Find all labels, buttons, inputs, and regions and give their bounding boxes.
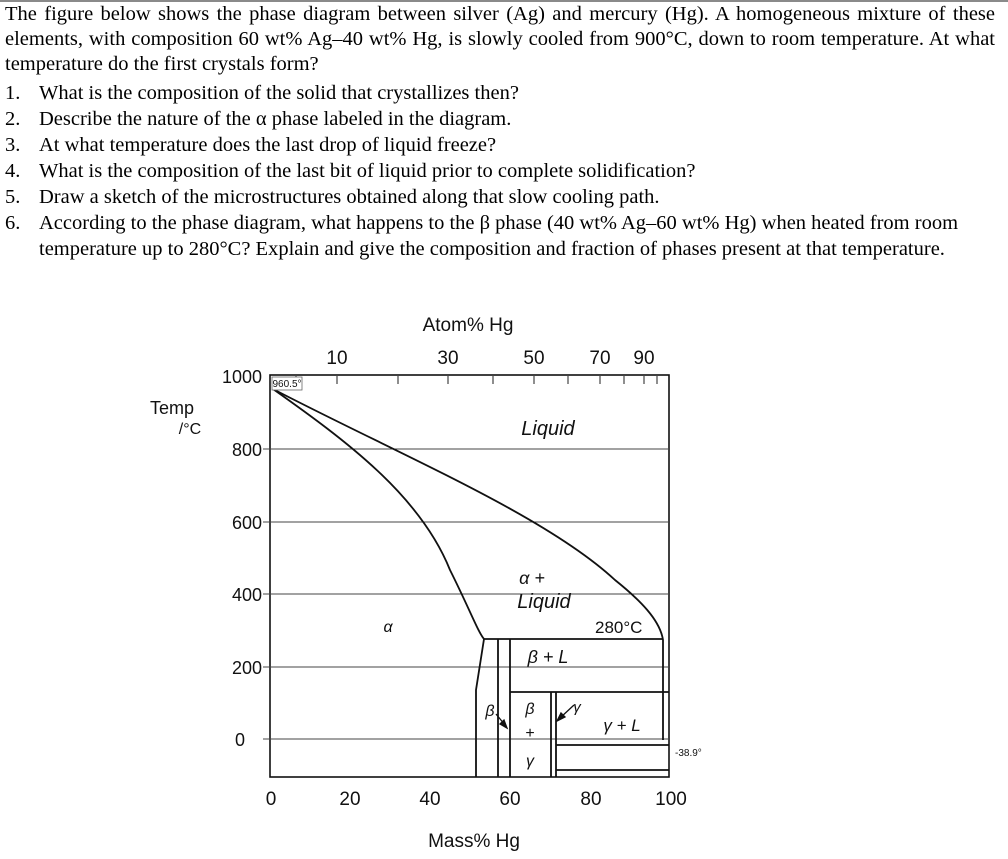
y-tick-label: 1000 — [221, 367, 262, 387]
beta-arrow-head — [500, 720, 507, 728]
handwritten-280-label: 280°C — [595, 618, 643, 637]
x-tick-label: 40 — [419, 789, 441, 810]
alpha-liquid-label-bottom: Liquid — [517, 591, 571, 613]
question-number: 6. — [5, 212, 21, 234]
x-axis-title: Mass% Hg — [428, 831, 520, 852]
y-axis-unit: /°C — [178, 421, 202, 438]
question-number: 5. — [5, 186, 21, 208]
phase-arrows — [496, 705, 574, 728]
y-tick-label: 600 — [231, 513, 262, 533]
top-tick-label: 10 — [326, 348, 348, 369]
beta-phase-label: β — [485, 703, 495, 720]
top-ticks — [296, 375, 657, 384]
y-tick-label: 400 — [231, 585, 262, 605]
x-tick-label: 20 — [339, 789, 361, 810]
x-tick-label: 80 — [580, 789, 602, 810]
y-axis-title: Temp — [149, 398, 195, 418]
question-text: At what temperature does the last drop of liquid freeze? — [39, 134, 497, 156]
question-number: 4. — [5, 160, 21, 182]
question-number: 2. — [5, 108, 21, 130]
alpha-region-label: α — [383, 619, 393, 636]
y-tick-label: 0 — [234, 730, 246, 750]
question-text: Describe the nature of the α phase labeled in the diagram. — [39, 108, 512, 130]
top-axis-title: Atom% Hg — [422, 315, 514, 336]
liquidus-curve — [273, 389, 663, 740]
gridlines — [263, 449, 669, 739]
top-tick-label: 90 — [633, 348, 655, 369]
y-tick-label: 800 — [231, 440, 262, 460]
top-tick-label: 70 — [589, 348, 611, 369]
question-number: 3. — [5, 134, 21, 156]
question-text: According to the phase diagram, what happens to the β phase (40 wt% Ag–60 wt% Hg) when heated from room temperature up to 280°C? Explain and give the composition and fraction of phases present at that temperature. — [39, 212, 959, 260]
x-tick-label: 100 — [655, 789, 687, 810]
alpha-solidus-curve — [273, 389, 484, 639]
alpha-solvus-line — [476, 639, 484, 777]
question-number: 1. — [5, 82, 21, 104]
top-tick-label: 50 — [523, 348, 545, 369]
gamma-phase-label: γ — [573, 699, 581, 716]
liquid-region-label: Liquid — [521, 418, 575, 440]
problem-intro: The figure below shows the phase diagram between silver (Ag) and mercury (Hg). A homogeneous mixture of these elements, with composition 60 wt% Ag–40 wt% Hg, is slowly cooled from 900°C, down to room temperature. At what temperature do the first crystals form? — [5, 3, 995, 75]
top-tick-label: 30 — [437, 348, 459, 369]
beta-gamma-label-plus: + — [525, 725, 535, 742]
melting-point-label: 960.5° — [272, 379, 302, 390]
beta-liquid-label: β + L — [527, 647, 569, 667]
question-text: What is the composition of the solid that crystallizes then? — [39, 82, 519, 104]
x-tick-label: 0 — [265, 789, 277, 810]
beta-gamma-label-beta: β — [525, 701, 535, 718]
low-temp-label: -38.9° — [675, 748, 702, 759]
y-tick-label: 200 — [231, 658, 262, 678]
gamma-liquid-label: γ + L — [603, 716, 641, 735]
question-text: What is the composition of the last bit of liquid prior to complete solidification? — [39, 160, 696, 182]
x-tick-label: 60 — [499, 789, 521, 810]
question-text: Draw a sketch of the microstructures obtained along that slow cooling path. — [39, 186, 660, 208]
alpha-liquid-label-top: α + — [519, 568, 545, 588]
beta-gamma-label-gamma: γ — [526, 753, 534, 770]
